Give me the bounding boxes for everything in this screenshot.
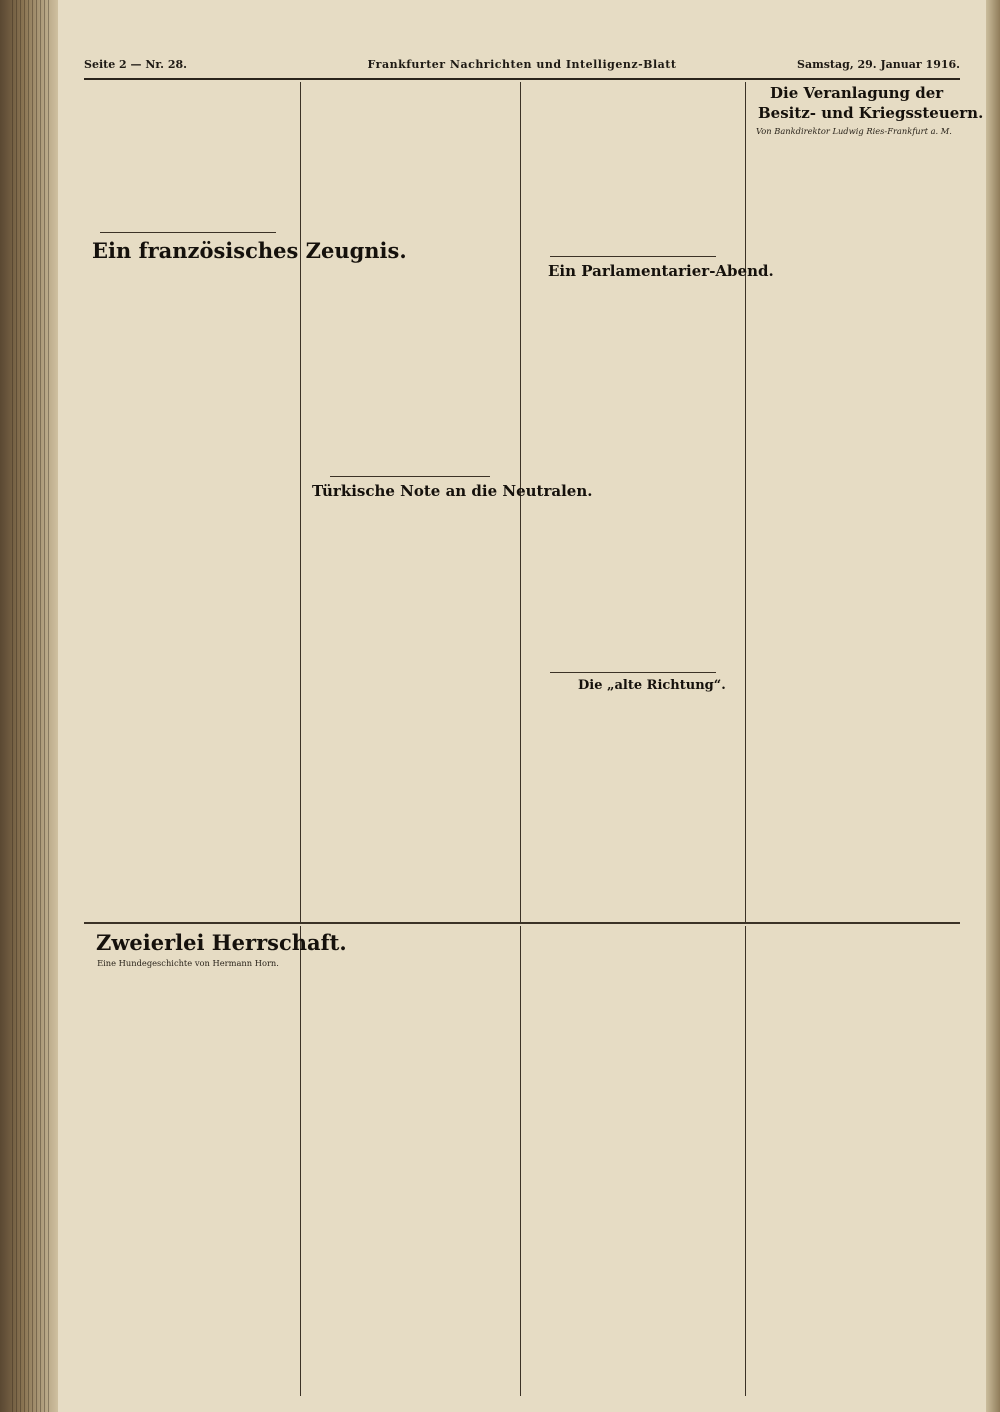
column-rule xyxy=(300,82,301,922)
headline-zweierlei-herrschaft: Zweierlei Herrschaft. xyxy=(96,930,347,955)
headline-veranlagung-line1: Die Veranlagung der xyxy=(770,84,944,102)
article-body xyxy=(308,82,514,472)
headline-parlamentarier-abend: Ein Parlamentarier-Abend. xyxy=(548,262,774,280)
column-rule xyxy=(520,82,521,922)
column-rule xyxy=(745,926,746,1396)
story-body xyxy=(84,974,292,1394)
page-edge xyxy=(986,0,1000,1412)
column-rule xyxy=(300,926,301,1396)
article-body xyxy=(528,698,738,918)
section-divider xyxy=(84,922,960,924)
article-divider xyxy=(550,672,716,673)
book-spine xyxy=(0,0,58,1412)
headline-tuerkische-note: Türkische Note an die Neutralen. xyxy=(312,482,593,500)
article-body xyxy=(754,142,954,918)
story-body xyxy=(308,930,514,1394)
article-body xyxy=(84,268,292,918)
newspaper-title: Frankfurter Nachrichten und Intelligenz-Blatt xyxy=(367,58,677,71)
headline-franzoesisches-zeugnis: Ein französisches Zeugnis. xyxy=(92,238,407,263)
issue-date: Samstag, 29. Januar 1916. xyxy=(797,58,960,71)
article-body xyxy=(308,504,514,918)
byline: Von Bankdirektor Ludwig Ries-Frankfurt a. M. xyxy=(756,126,952,136)
page-number: Seite 2 — Nr. 28. xyxy=(84,58,187,71)
article-body xyxy=(528,284,738,668)
masthead xyxy=(84,58,960,80)
article-divider xyxy=(550,256,716,257)
article-divider xyxy=(100,232,276,233)
story-body xyxy=(754,930,954,1394)
headline-alte-richtung: Die „alte Richtung“. xyxy=(578,678,726,693)
column-rule xyxy=(745,82,746,922)
byline: Eine Hundegeschichte von Hermann Horn. xyxy=(97,958,279,968)
spine-texture xyxy=(12,0,52,1412)
article-divider xyxy=(330,476,490,477)
headline-veranlagung-line2: Besitz- und Kriegssteuern. xyxy=(758,104,984,122)
column-rule xyxy=(520,926,521,1396)
article-continuation xyxy=(528,82,738,252)
story-body xyxy=(528,930,738,1394)
article-continuation xyxy=(84,82,292,230)
